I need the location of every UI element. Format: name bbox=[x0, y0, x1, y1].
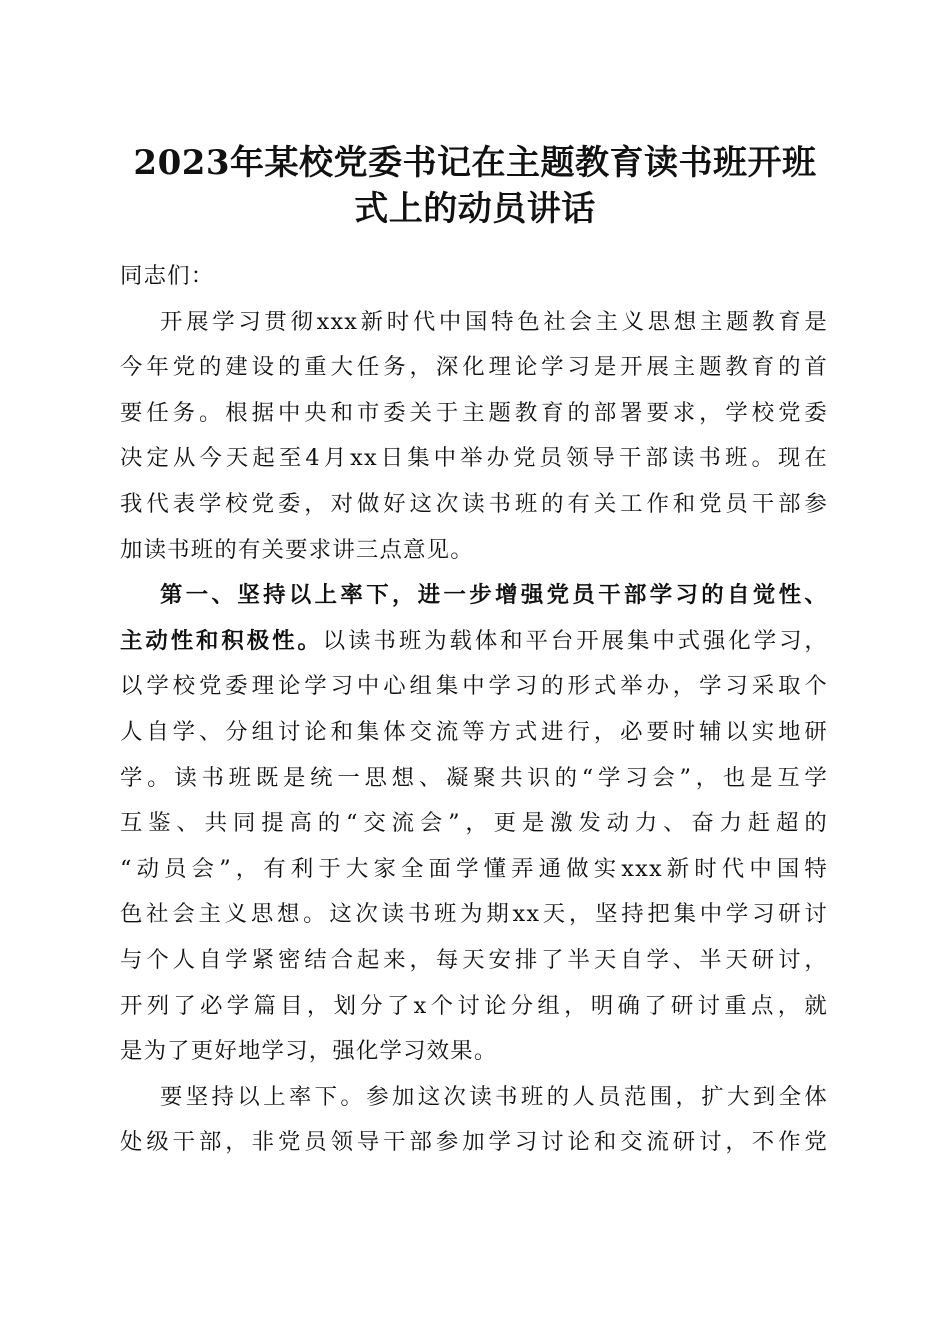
paragraph-3-line: 处级干部，非党员领导干部参加学习讨论和交流研讨，不作党 bbox=[120, 1129, 828, 1156]
document-body bbox=[120, 254, 828, 1166]
greeting: 同志们： bbox=[120, 263, 215, 289]
title-line-2: 式上的动员讲话 bbox=[354, 189, 596, 229]
paragraph-2-line: “动员会”，有利于大家全面学懂弄通做实xxx新时代中国特 bbox=[120, 855, 828, 882]
paragraph-1-line: 加读书班的有关要求讲三点意见。 bbox=[120, 536, 474, 563]
paragraph-2-text: 以读书班为载体和平台开展集中式强化学习， bbox=[322, 627, 829, 654]
paragraph-2-line: 人自学、分组讨论和集体交流等方式进行，必要时辅以实地研 bbox=[120, 718, 828, 745]
title-line-1: 2023年某校党委书记在主题教育读书班开班 bbox=[133, 143, 817, 183]
paragraph-1-line: 开展学习贯彻xxx新时代中国特色社会主义思想主题教育是 bbox=[160, 308, 828, 335]
paragraph-3-line: 要坚持以上率下。参加这次读书班的人员范围，扩大到全体 bbox=[160, 1083, 828, 1110]
paragraph-1-line: 决定从今天起至4月xx日集中举办党员领导干部读书班。现在 bbox=[120, 445, 828, 472]
paragraph-2-line: 开列了必学篇目，划分了x个讨论分组，明确了研讨重点，就 bbox=[120, 992, 828, 1019]
paragraph-1-line: 要任务。根据中央和市委关于主题教育的部署要求，学校党委 bbox=[120, 399, 828, 426]
paragraph-2-line: 以学校党委理论学习中心组集中学习的形式举办，学习采取个 bbox=[120, 673, 828, 700]
paragraph-2-line: 学。读书班既是统一思想、凝聚共识的“学习会”，也是互学 bbox=[120, 764, 828, 791]
paragraph-2-line: 是为了更好地学习，强化学习效果。 bbox=[120, 1038, 498, 1065]
paragraph-1-line: 今年党的建设的重大任务，深化理论学习是开展主题教育的首 bbox=[120, 354, 828, 381]
document-title bbox=[110, 140, 840, 232]
section-heading-line: 第一、坚持以上率下，进一步增强党员干部学习的自觉性、 bbox=[160, 582, 828, 609]
paragraph-1-line: 我代表学校党委，对做好这次读书班的有关工作和党员干部参 bbox=[120, 490, 828, 517]
paragraph-2-line: 与个人自学紧密结合起来，每天安排了半天自学、半天研讨， bbox=[120, 946, 828, 973]
paragraph-2-line: 色社会主义思想。这次读书班为期xx天，坚持把集中学习研讨 bbox=[120, 901, 828, 928]
paragraph-2-line bbox=[120, 619, 828, 665]
paragraph-2-line: 互鉴、共同提高的“交流会”，更是激发动力、奋力赶超的 bbox=[120, 810, 828, 837]
section-heading-end: 主动性和积极性。 bbox=[120, 627, 323, 654]
